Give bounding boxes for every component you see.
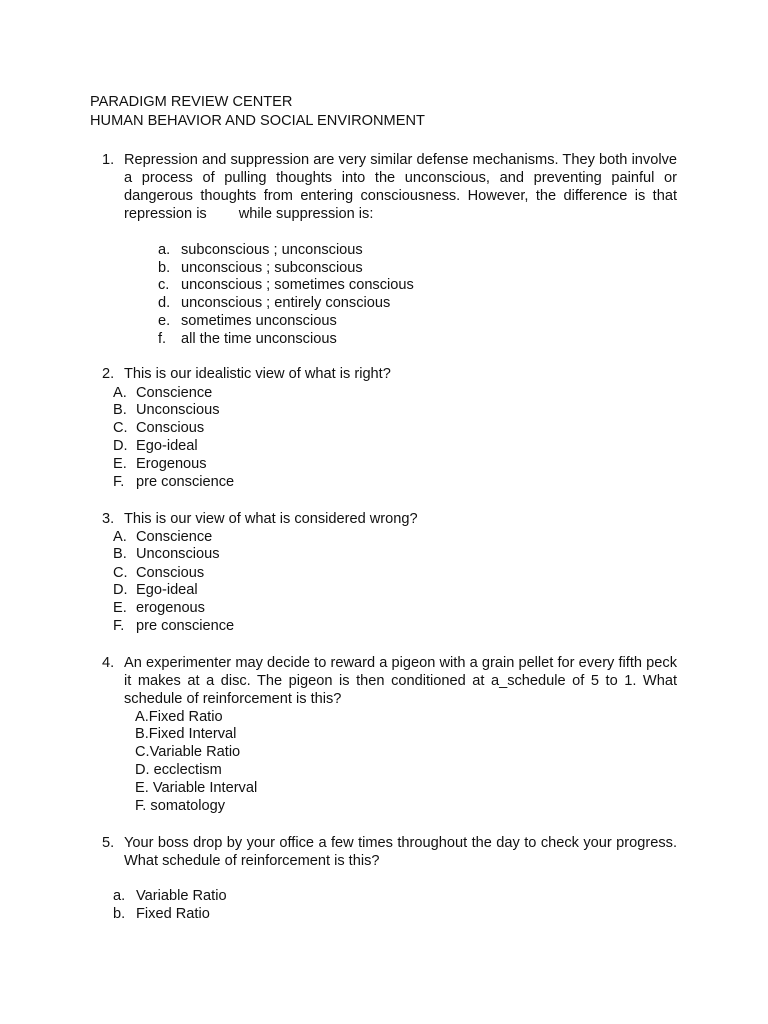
option-text: Conscience (136, 385, 213, 401)
option-letter: A. (113, 529, 127, 545)
question-5-text: Your boss drop by your office a few times throughout the day to check your progress. What schedule of reinforcement is this? (124, 835, 677, 869)
question-1-number: 1. (102, 152, 115, 168)
question-4-text: An experimenter may decide to reward a pigeon with a grain pellet for every fifth peck it makes at a disc. The pigeon is then conditioned at a_schedule of 5 to 1. What schedule of reinforcement is this? (124, 655, 677, 707)
option-letter: a. (158, 242, 171, 258)
option-text: F. somatology (135, 798, 226, 814)
option-text: Unconscious (136, 546, 220, 562)
option-text: erogenous (136, 600, 205, 616)
option-letter: E. (113, 456, 127, 472)
option-text: D. ecclectism (135, 762, 222, 778)
option-letter: B. (113, 402, 127, 418)
option-text: Ego-ideal (136, 438, 198, 454)
option-letter: F. (113, 618, 125, 634)
question-5-number: 5. (102, 835, 115, 851)
option-letter: C. (113, 420, 128, 436)
option-letter: c. (158, 277, 170, 293)
option-text: subconscious ; unconscious (181, 242, 363, 258)
option-text: sometimes unconscious (181, 313, 337, 329)
option-text: unconscious ; sometimes conscious (181, 277, 414, 293)
subject-title: HUMAN BEHAVIOR AND SOCIAL ENVIRONMENT (90, 113, 425, 129)
option-text: Conscious (136, 420, 205, 436)
option-text: Conscience (136, 529, 213, 545)
question-1-text (124, 151, 677, 223)
option-text: Ego-ideal (136, 582, 198, 598)
question-2-text: This is our idealistic view of what is right? (124, 366, 391, 382)
option-letter: b. (113, 906, 126, 922)
option-text: all the time unconscious (181, 331, 337, 347)
option-letter: d. (158, 295, 171, 311)
option-letter: a. (113, 888, 126, 904)
option-text: Erogenous (136, 456, 207, 472)
option-text: Variable Ratio (136, 888, 227, 904)
question-2-number: 2. (102, 366, 115, 382)
option-letter: F. (113, 474, 125, 490)
option-letter: A. (113, 385, 127, 401)
option-letter: b. (158, 260, 171, 276)
option-letter: B. (113, 546, 127, 562)
option-letter: D. (113, 438, 128, 454)
option-text: B.Fixed Interval (135, 726, 237, 742)
option-text: A.Fixed Ratio (135, 709, 223, 725)
question-3-text: This is our view of what is considered wrong? (124, 511, 418, 527)
option-text: Fixed Ratio (136, 906, 210, 922)
option-letter: E. (113, 600, 127, 616)
option-text: Unconscious (136, 402, 220, 418)
question-4-number: 4. (102, 655, 115, 671)
option-text: Conscious (136, 565, 205, 581)
center-name: PARADIGM REVIEW CENTER (90, 94, 293, 110)
option-letter: f. (158, 331, 167, 347)
option-letter: D. (113, 582, 128, 598)
option-text: pre conscience (136, 474, 235, 490)
option-letter: C. (113, 565, 128, 581)
option-text: unconscious ; subconscious (181, 260, 363, 276)
option-text: unconscious ; entirely conscious (181, 295, 391, 311)
question-3-number: 3. (102, 511, 115, 527)
option-letter: e. (158, 313, 171, 329)
option-text: pre conscience (136, 618, 235, 634)
question-1-text-after-blank: while suppression is: (238, 206, 374, 222)
option-text: E. Variable Interval (135, 780, 258, 796)
option-text: C.Variable Ratio (135, 744, 241, 760)
question-1-text-before-blank: Repression and suppression are very similar defense mechanisms. They both involve a process of pulling thoughts into the unconscious, and preventing painful or dangerous thoughts from entering consciousness. However, the difference is that repression is (124, 152, 677, 222)
